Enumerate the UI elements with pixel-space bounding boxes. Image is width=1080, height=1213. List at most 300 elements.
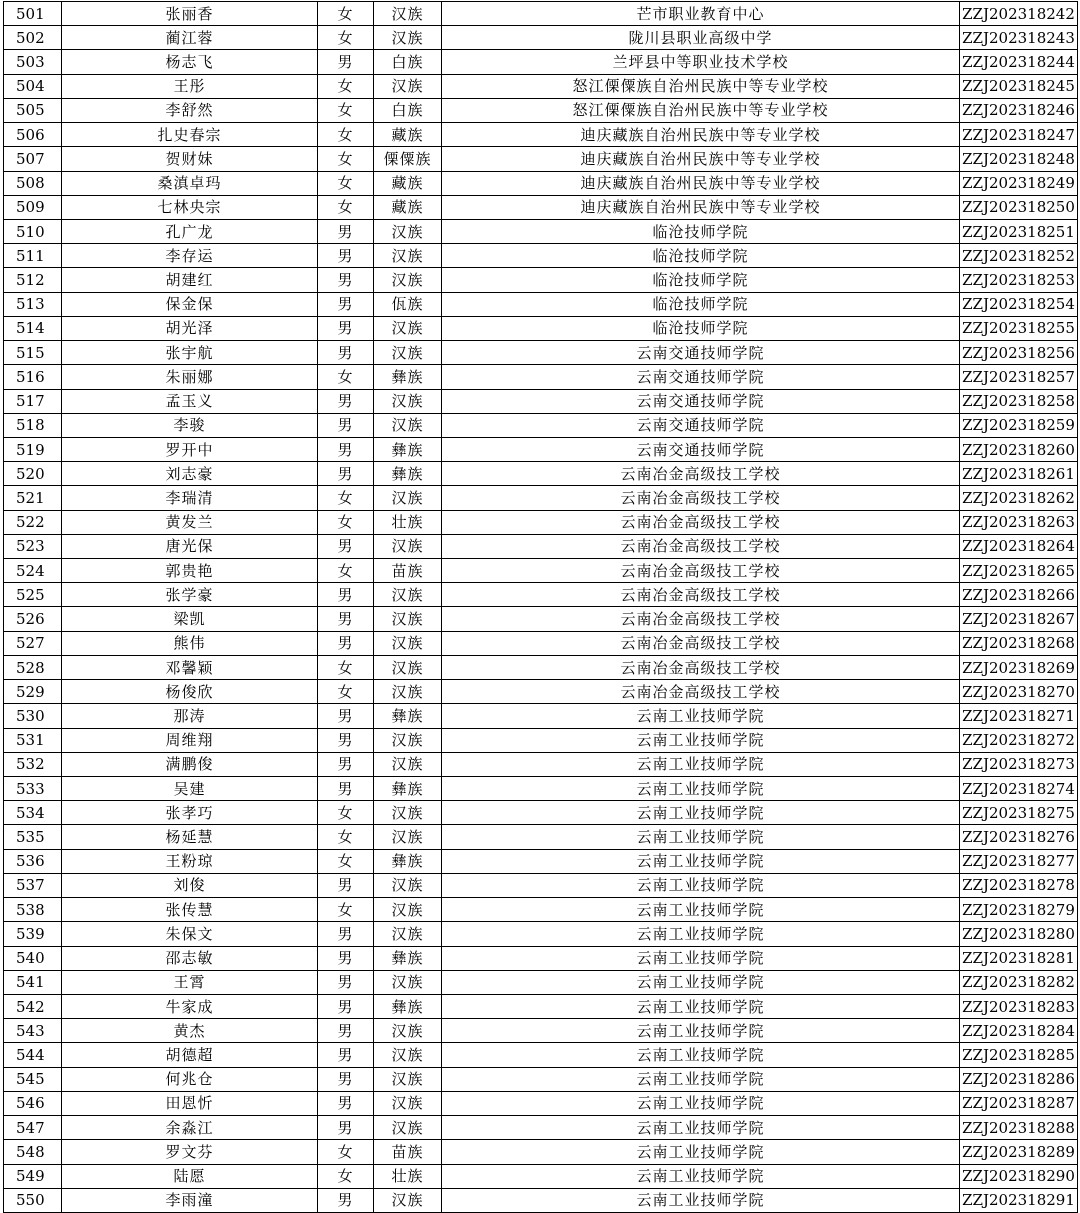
cell-number: 509 [4, 195, 62, 219]
cell-cert-id: ZZJ202318245 [960, 74, 1078, 98]
cell-cert-id: ZZJ202318279 [960, 898, 1078, 922]
cell-number: 510 [4, 219, 62, 243]
cell-cert-id: ZZJ202318280 [960, 922, 1078, 946]
cell-number: 525 [4, 583, 62, 607]
cell-school: 云南工业技师学院 [442, 849, 960, 873]
cell-cert-id: ZZJ202318278 [960, 873, 1078, 897]
cell-cert-id: ZZJ202318264 [960, 534, 1078, 558]
cell-number: 514 [4, 316, 62, 340]
table-row [4, 219, 1078, 243]
cell-school: 临沧技师学院 [442, 244, 960, 268]
cell-number: 506 [4, 123, 62, 147]
cell-gender: 男 [318, 1188, 374, 1212]
cell-gender: 男 [318, 752, 374, 776]
cell-school: 云南交通技师学院 [442, 341, 960, 365]
cell-name: 罗开中 [62, 437, 318, 461]
table-row [4, 1067, 1078, 1091]
cell-cert-id: ZZJ202318255 [960, 316, 1078, 340]
cell-number: 531 [4, 728, 62, 752]
cell-school: 云南冶金高级技工学校 [442, 631, 960, 655]
cell-gender: 男 [318, 1043, 374, 1067]
cell-gender: 男 [318, 728, 374, 752]
cell-ethnicity: 彝族 [374, 462, 442, 486]
cell-number: 521 [4, 486, 62, 510]
table-row [4, 244, 1078, 268]
cell-school: 云南工业技师学院 [442, 777, 960, 801]
cell-number: 547 [4, 1116, 62, 1140]
cell-number: 543 [4, 1019, 62, 1043]
cell-number: 502 [4, 26, 62, 50]
cell-number: 519 [4, 437, 62, 461]
cell-cert-id: ZZJ202318282 [960, 970, 1078, 994]
table-row [4, 316, 1078, 340]
cell-number: 544 [4, 1043, 62, 1067]
cell-name: 胡建红 [62, 268, 318, 292]
cell-ethnicity: 汉族 [374, 607, 442, 631]
cell-number: 527 [4, 631, 62, 655]
table-row [4, 98, 1078, 122]
table-row [4, 1043, 1078, 1067]
cell-ethnicity: 汉族 [374, 873, 442, 897]
table-row [4, 559, 1078, 583]
cell-name: 那涛 [62, 704, 318, 728]
cell-number: 546 [4, 1091, 62, 1115]
cell-cert-id: ZZJ202318254 [960, 292, 1078, 316]
cell-gender: 女 [318, 825, 374, 849]
cell-school: 云南工业技师学院 [442, 1019, 960, 1043]
cell-number: 530 [4, 704, 62, 728]
table-row [4, 2, 1078, 26]
cell-gender: 男 [318, 946, 374, 970]
cell-cert-id: ZZJ202318250 [960, 195, 1078, 219]
cell-gender: 男 [318, 316, 374, 340]
cell-gender: 男 [318, 631, 374, 655]
table-row [4, 413, 1078, 437]
cell-number: 524 [4, 559, 62, 583]
table-row [4, 752, 1078, 776]
table-row [4, 777, 1078, 801]
cell-name: 杨志飞 [62, 50, 318, 74]
table-row [4, 462, 1078, 486]
cell-school: 云南冶金高级技工学校 [442, 559, 960, 583]
cell-cert-id: ZZJ202318267 [960, 607, 1078, 631]
cell-ethnicity: 汉族 [374, 2, 442, 26]
cell-gender: 男 [318, 1067, 374, 1091]
cell-number: 545 [4, 1067, 62, 1091]
cell-ethnicity: 彝族 [374, 849, 442, 873]
cell-name: 何兆仓 [62, 1067, 318, 1091]
cell-name: 张宇航 [62, 341, 318, 365]
cell-ethnicity: 彝族 [374, 777, 442, 801]
cell-ethnicity: 藏族 [374, 171, 442, 195]
cell-number: 516 [4, 365, 62, 389]
cell-cert-id: ZZJ202318277 [960, 849, 1078, 873]
cell-school: 云南工业技师学院 [442, 946, 960, 970]
cell-cert-id: ZZJ202318248 [960, 147, 1078, 171]
table-row [4, 365, 1078, 389]
cell-cert-id: ZZJ202318281 [960, 946, 1078, 970]
cell-ethnicity: 汉族 [374, 1019, 442, 1043]
table-row [4, 583, 1078, 607]
cell-number: 534 [4, 801, 62, 825]
cell-ethnicity: 汉族 [374, 1043, 442, 1067]
cell-name: 朱丽娜 [62, 365, 318, 389]
cell-number: 520 [4, 462, 62, 486]
table-row [4, 898, 1078, 922]
cell-name: 李骏 [62, 413, 318, 437]
cell-name: 张学豪 [62, 583, 318, 607]
cell-school: 陇川县职业高级中学 [442, 26, 960, 50]
cell-cert-id: ZZJ202318265 [960, 559, 1078, 583]
cell-gender: 女 [318, 74, 374, 98]
cell-gender: 男 [318, 437, 374, 461]
cell-cert-id: ZZJ202318247 [960, 123, 1078, 147]
cell-school: 云南工业技师学院 [442, 1067, 960, 1091]
cell-cert-id: ZZJ202318276 [960, 825, 1078, 849]
table-row [4, 341, 1078, 365]
cell-gender: 女 [318, 801, 374, 825]
cell-ethnicity: 汉族 [374, 1188, 442, 1212]
cell-ethnicity: 汉族 [374, 1116, 442, 1140]
cell-school: 云南工业技师学院 [442, 704, 960, 728]
cell-name: 王霄 [62, 970, 318, 994]
table-row [4, 1091, 1078, 1115]
cell-cert-id: ZZJ202318262 [960, 486, 1078, 510]
cell-gender: 男 [318, 292, 374, 316]
cell-cert-id: ZZJ202318251 [960, 219, 1078, 243]
cell-gender: 男 [318, 413, 374, 437]
cell-school: 云南冶金高级技工学校 [442, 486, 960, 510]
cell-name: 孔广龙 [62, 219, 318, 243]
table-row [4, 510, 1078, 534]
cell-school: 云南工业技师学院 [442, 728, 960, 752]
cell-school: 迪庆藏族自治州民族中等专业学校 [442, 147, 960, 171]
cell-number: 501 [4, 2, 62, 26]
cell-name: 杨延慧 [62, 825, 318, 849]
cell-name: 杨俊欣 [62, 680, 318, 704]
cell-name: 田恩忻 [62, 1091, 318, 1115]
cell-number: 533 [4, 777, 62, 801]
cell-gender: 男 [318, 341, 374, 365]
cell-cert-id: ZZJ202318275 [960, 801, 1078, 825]
cell-ethnicity: 彝族 [374, 704, 442, 728]
cell-name: 李雨潼 [62, 1188, 318, 1212]
cell-number: 517 [4, 389, 62, 413]
cell-school: 云南冶金高级技工学校 [442, 680, 960, 704]
cell-school: 芒市职业教育中心 [442, 2, 960, 26]
cell-number: 505 [4, 98, 62, 122]
cell-gender: 男 [318, 268, 374, 292]
cell-name: 保金保 [62, 292, 318, 316]
cell-number: 512 [4, 268, 62, 292]
cell-number: 549 [4, 1164, 62, 1188]
cell-school: 云南工业技师学院 [442, 1140, 960, 1164]
cell-ethnicity: 彝族 [374, 365, 442, 389]
cell-name: 朱保文 [62, 922, 318, 946]
cell-ethnicity: 汉族 [374, 970, 442, 994]
cell-number: 535 [4, 825, 62, 849]
cell-name: 唐光保 [62, 534, 318, 558]
cell-ethnicity: 白族 [374, 98, 442, 122]
cell-school: 云南冶金高级技工学校 [442, 534, 960, 558]
table-row [4, 704, 1078, 728]
cell-ethnicity: 汉族 [374, 534, 442, 558]
cell-gender: 女 [318, 1164, 374, 1188]
table-row [4, 1019, 1078, 1043]
cell-name: 陆愿 [62, 1164, 318, 1188]
cell-gender: 男 [318, 1116, 374, 1140]
cell-gender: 女 [318, 26, 374, 50]
cell-cert-id: ZZJ202318252 [960, 244, 1078, 268]
cell-gender: 男 [318, 777, 374, 801]
cell-school: 云南冶金高级技工学校 [442, 583, 960, 607]
cell-cert-id: ZZJ202318270 [960, 680, 1078, 704]
table-row [4, 1188, 1078, 1212]
cell-school: 云南冶金高级技工学校 [442, 510, 960, 534]
cell-number: 507 [4, 147, 62, 171]
cell-number: 504 [4, 74, 62, 98]
cell-ethnicity: 白族 [374, 50, 442, 74]
cell-cert-id: ZZJ202318266 [960, 583, 1078, 607]
cell-ethnicity: 汉族 [374, 486, 442, 510]
table-row [4, 1116, 1078, 1140]
cell-name: 余淼江 [62, 1116, 318, 1140]
cell-ethnicity: 汉族 [374, 825, 442, 849]
table-row [4, 389, 1078, 413]
cell-cert-id: ZZJ202318249 [960, 171, 1078, 195]
cell-name: 贺财妹 [62, 147, 318, 171]
cell-name: 胡德超 [62, 1043, 318, 1067]
cell-number: 508 [4, 171, 62, 195]
cell-gender: 女 [318, 147, 374, 171]
cell-number: 539 [4, 922, 62, 946]
cell-school: 迪庆藏族自治州民族中等专业学校 [442, 171, 960, 195]
cell-cert-id: ZZJ202318272 [960, 728, 1078, 752]
cell-gender: 女 [318, 171, 374, 195]
cell-gender: 女 [318, 2, 374, 26]
cell-ethnicity: 汉族 [374, 1067, 442, 1091]
cell-school: 云南工业技师学院 [442, 1164, 960, 1188]
cell-gender: 女 [318, 898, 374, 922]
table-row [4, 728, 1078, 752]
cell-gender: 男 [318, 244, 374, 268]
cell-name: 李存运 [62, 244, 318, 268]
cell-name: 七林央宗 [62, 195, 318, 219]
table-row [4, 970, 1078, 994]
cell-school: 云南冶金高级技工学校 [442, 607, 960, 631]
table-row [4, 486, 1078, 510]
cell-gender: 女 [318, 123, 374, 147]
cell-gender: 男 [318, 607, 374, 631]
cell-cert-id: ZZJ202318258 [960, 389, 1078, 413]
cell-ethnicity: 汉族 [374, 268, 442, 292]
cell-ethnicity: 藏族 [374, 123, 442, 147]
cell-name: 桑滇卓玛 [62, 171, 318, 195]
cell-gender: 女 [318, 510, 374, 534]
cell-name: 扎史春宗 [62, 123, 318, 147]
cell-school: 云南冶金高级技工学校 [442, 655, 960, 679]
cell-cert-id: ZZJ202318287 [960, 1091, 1078, 1115]
table-row [4, 655, 1078, 679]
cell-cert-id: ZZJ202318268 [960, 631, 1078, 655]
cell-ethnicity: 苗族 [374, 1140, 442, 1164]
table-row [4, 1164, 1078, 1188]
cell-school: 云南交通技师学院 [442, 365, 960, 389]
cell-cert-id: ZZJ202318284 [960, 1019, 1078, 1043]
cell-cert-id: ZZJ202318253 [960, 268, 1078, 292]
table-row [4, 50, 1078, 74]
cell-school: 云南工业技师学院 [442, 1091, 960, 1115]
cell-number: 523 [4, 534, 62, 558]
cell-ethnicity: 汉族 [374, 631, 442, 655]
cell-name: 罗文芬 [62, 1140, 318, 1164]
cell-school: 迪庆藏族自治州民族中等专业学校 [442, 195, 960, 219]
cell-cert-id: ZZJ202318243 [960, 26, 1078, 50]
cell-number: 503 [4, 50, 62, 74]
table-row [4, 801, 1078, 825]
cell-school: 兰坪县中等职业技术学校 [442, 50, 960, 74]
cell-name: 周维翔 [62, 728, 318, 752]
cell-number: 541 [4, 970, 62, 994]
cell-number: 513 [4, 292, 62, 316]
cell-name: 邓馨颖 [62, 655, 318, 679]
cell-school: 云南交通技师学院 [442, 389, 960, 413]
cell-gender: 男 [318, 873, 374, 897]
cell-name: 李舒然 [62, 98, 318, 122]
cell-number: 536 [4, 849, 62, 873]
cell-cert-id: ZZJ202318242 [960, 2, 1078, 26]
cell-gender: 男 [318, 583, 374, 607]
cell-ethnicity: 汉族 [374, 801, 442, 825]
cell-cert-id: ZZJ202318285 [960, 1043, 1078, 1067]
cell-gender: 女 [318, 98, 374, 122]
cell-cert-id: ZZJ202318261 [960, 462, 1078, 486]
cell-gender: 女 [318, 195, 374, 219]
table-row [4, 74, 1078, 98]
cell-name: 邵志敏 [62, 946, 318, 970]
cell-school: 云南工业技师学院 [442, 873, 960, 897]
cell-ethnicity: 藏族 [374, 195, 442, 219]
cell-school: 云南工业技师学院 [442, 801, 960, 825]
cell-number: 526 [4, 607, 62, 631]
cell-school: 云南工业技师学院 [442, 1116, 960, 1140]
cell-name: 张丽香 [62, 2, 318, 26]
cell-gender: 男 [318, 462, 374, 486]
cell-school: 云南工业技师学院 [442, 922, 960, 946]
cell-ethnicity: 壮族 [374, 1164, 442, 1188]
table-row [4, 268, 1078, 292]
cell-school: 云南工业技师学院 [442, 970, 960, 994]
cell-number: 511 [4, 244, 62, 268]
cell-ethnicity: 汉族 [374, 922, 442, 946]
cell-cert-id: ZZJ202318274 [960, 777, 1078, 801]
cell-school: 临沧技师学院 [442, 219, 960, 243]
table-row [4, 631, 1078, 655]
cell-ethnicity: 汉族 [374, 728, 442, 752]
table-row [4, 849, 1078, 873]
cell-gender: 男 [318, 994, 374, 1018]
cell-name: 王粉琼 [62, 849, 318, 873]
cell-ethnicity: 汉族 [374, 244, 442, 268]
cell-school: 临沧技师学院 [442, 316, 960, 340]
cell-gender: 女 [318, 680, 374, 704]
table-row [4, 607, 1078, 631]
cell-cert-id: ZZJ202318289 [960, 1140, 1078, 1164]
cell-name: 牛家成 [62, 994, 318, 1018]
cell-cert-id: ZZJ202318273 [960, 752, 1078, 776]
cell-cert-id: ZZJ202318259 [960, 413, 1078, 437]
cell-cert-id: ZZJ202318288 [960, 1116, 1078, 1140]
cell-ethnicity: 汉族 [374, 583, 442, 607]
cell-gender: 女 [318, 559, 374, 583]
cell-gender: 女 [318, 365, 374, 389]
table-row [4, 26, 1078, 50]
cell-ethnicity: 汉族 [374, 752, 442, 776]
cell-ethnicity: 壮族 [374, 510, 442, 534]
cell-gender: 男 [318, 922, 374, 946]
cell-ethnicity: 汉族 [374, 1091, 442, 1115]
cell-name: 郭贵艳 [62, 559, 318, 583]
cell-name: 李瑞清 [62, 486, 318, 510]
roster-body [4, 2, 1078, 1213]
cell-ethnicity: 佤族 [374, 292, 442, 316]
cell-number: 529 [4, 680, 62, 704]
cell-name: 满鹏俊 [62, 752, 318, 776]
cell-gender: 男 [318, 50, 374, 74]
table-row [4, 171, 1078, 195]
cell-cert-id: ZZJ202318271 [960, 704, 1078, 728]
table-row [4, 1140, 1078, 1164]
cell-ethnicity: 汉族 [374, 316, 442, 340]
cell-number: 528 [4, 655, 62, 679]
cell-school: 怒江傈僳族自治州民族中等专业学校 [442, 98, 960, 122]
cell-name: 黄发兰 [62, 510, 318, 534]
cell-name: 张孝巧 [62, 801, 318, 825]
cell-ethnicity: 汉族 [374, 655, 442, 679]
cell-ethnicity: 汉族 [374, 341, 442, 365]
cell-cert-id: ZZJ202318256 [960, 341, 1078, 365]
cell-number: 522 [4, 510, 62, 534]
cell-school: 怒江傈僳族自治州民族中等专业学校 [442, 74, 960, 98]
table-row [4, 123, 1078, 147]
cell-ethnicity: 彝族 [374, 994, 442, 1018]
cell-ethnicity: 苗族 [374, 559, 442, 583]
cell-number: 515 [4, 341, 62, 365]
cell-cert-id: ZZJ202318283 [960, 994, 1078, 1018]
cell-number: 532 [4, 752, 62, 776]
table-row [4, 437, 1078, 461]
cell-gender: 男 [318, 219, 374, 243]
table-row [4, 195, 1078, 219]
cell-cert-id: ZZJ202318290 [960, 1164, 1078, 1188]
cell-ethnicity: 汉族 [374, 74, 442, 98]
table-row [4, 825, 1078, 849]
cell-gender: 女 [318, 486, 374, 510]
cell-number: 538 [4, 898, 62, 922]
table-row [4, 994, 1078, 1018]
cell-name: 黄杰 [62, 1019, 318, 1043]
cell-number: 550 [4, 1188, 62, 1212]
cell-ethnicity: 彝族 [374, 437, 442, 461]
cell-cert-id: ZZJ202318244 [960, 50, 1078, 74]
cell-gender: 女 [318, 1140, 374, 1164]
cell-number: 542 [4, 994, 62, 1018]
cell-name: 张传慧 [62, 898, 318, 922]
cell-school: 云南冶金高级技工学校 [442, 462, 960, 486]
cell-school: 云南工业技师学院 [442, 1188, 960, 1212]
cell-school: 云南工业技师学院 [442, 898, 960, 922]
table-row [4, 534, 1078, 558]
